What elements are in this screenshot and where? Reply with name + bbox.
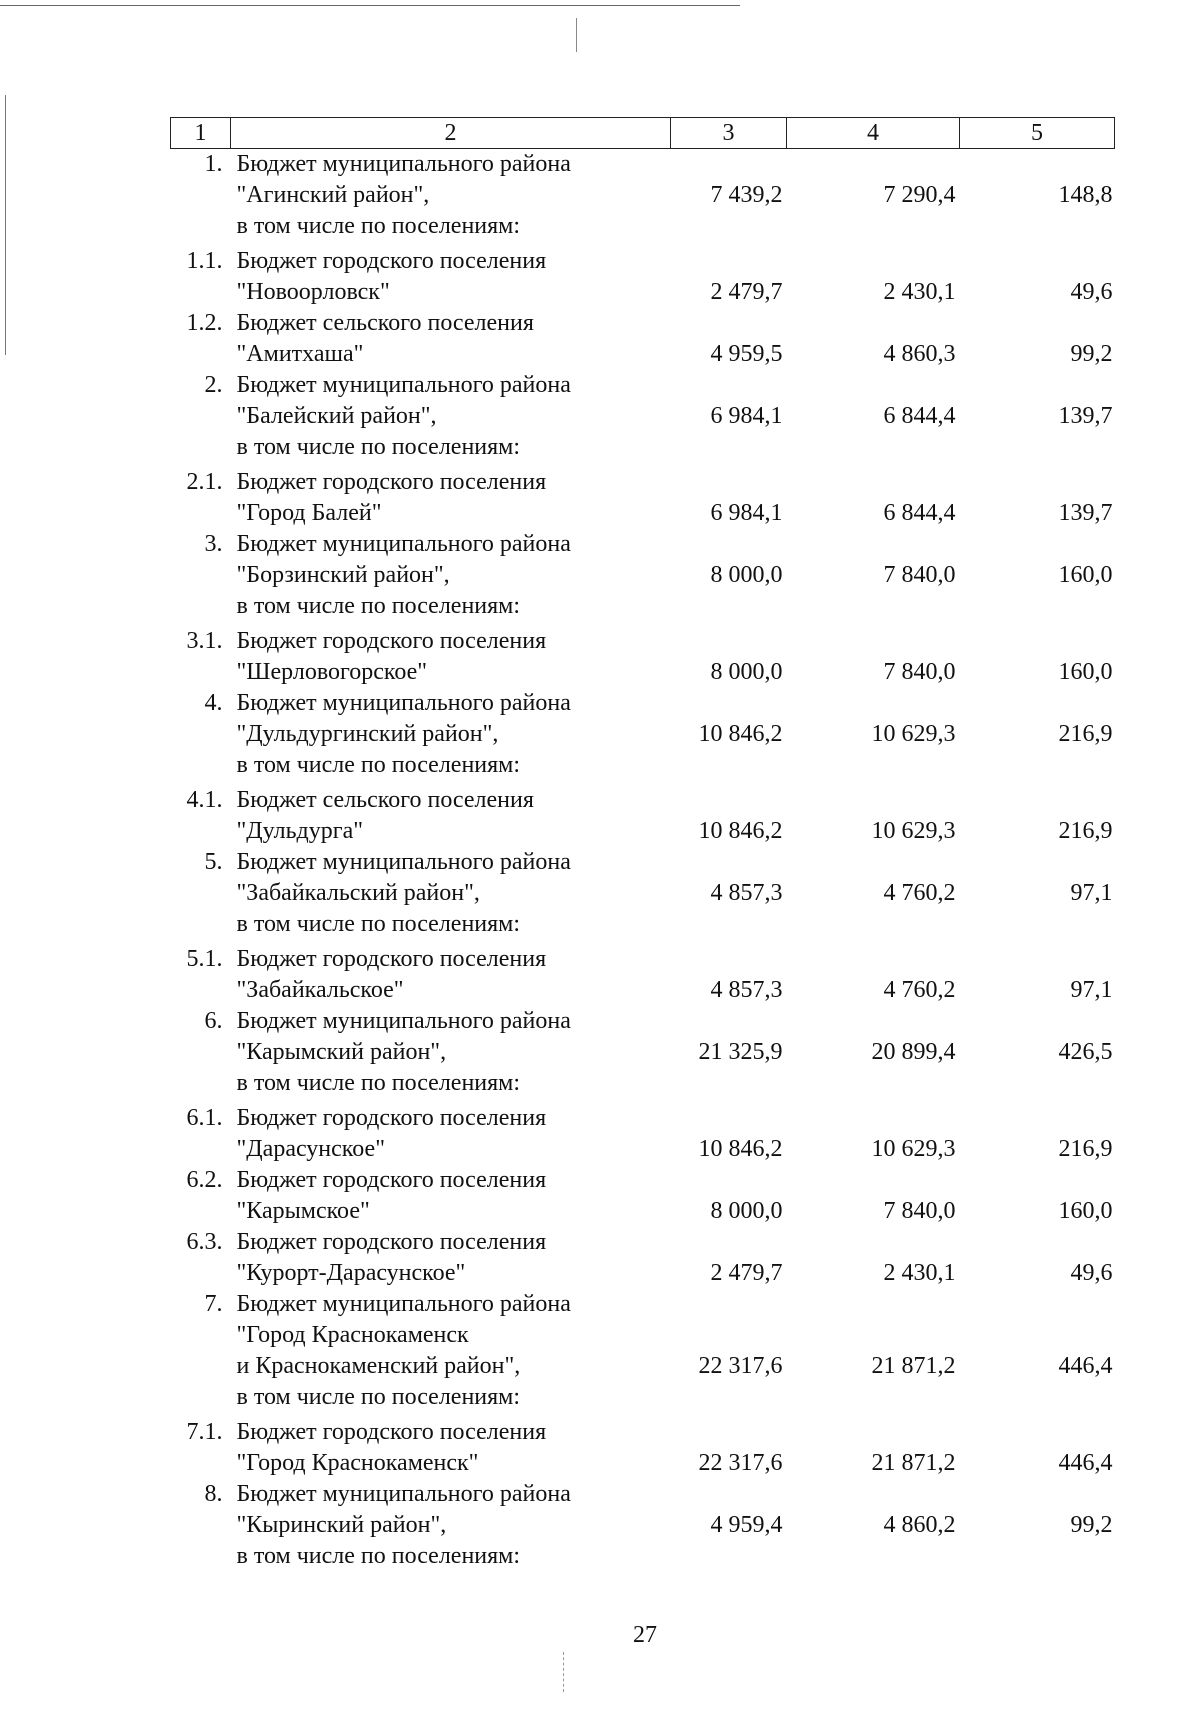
budget-name-line: "Курорт-Дарасунское" (236, 1260, 466, 1286)
value-c5: 139,7 (1058, 500, 1113, 526)
value-c5: 160,0 (1058, 659, 1113, 685)
budget-name (231, 1227, 671, 1289)
value-c3: 10 846,2 (698, 1136, 783, 1162)
budget-name-line: "Карымское" (236, 1198, 370, 1224)
table-row (171, 688, 1115, 785)
table-row (171, 1006, 1115, 1103)
budget-name-line: Бюджет муниципального района (236, 1291, 571, 1317)
budget-name-line: Бюджет сельского поселения (236, 787, 534, 813)
scan-fold-mark-top (576, 18, 577, 52)
budget-name (231, 1417, 671, 1479)
budget-name-line: "Забайкальский район", (236, 880, 480, 906)
row-number: 8. (204, 1481, 223, 1507)
scan-edge-top (0, 5, 740, 6)
value-c5: 446,4 (1058, 1353, 1113, 1379)
table-row (171, 149, 1115, 247)
table-header (171, 118, 1115, 149)
budget-name-line: "Дульдурга" (236, 818, 364, 844)
budget-name (231, 149, 671, 247)
value-c3: 10 846,2 (698, 818, 783, 844)
budget-name-line: "Дульдургинский район", (236, 721, 499, 747)
column-header-2: 2 (231, 118, 671, 149)
budget-name (231, 529, 671, 626)
budget-name-line: "Город Краснокаменск" (236, 1450, 479, 1476)
row-number: 1.1. (186, 248, 223, 274)
scan-fold-mark-bottom (563, 1652, 564, 1692)
budget-name-line: Бюджет муниципального района (236, 1481, 571, 1507)
value-c3: 8 000,0 (710, 659, 783, 685)
value-c5: 160,0 (1058, 1198, 1113, 1224)
table-row (171, 847, 1115, 944)
value-c4: 6 844,4 (883, 500, 956, 526)
table-row (171, 370, 1115, 467)
budget-name-line: в том числе по поселениям: (236, 434, 521, 460)
value-c3: 10 846,2 (698, 721, 783, 747)
value-c4: 10 629,3 (871, 1136, 956, 1162)
budget-name-line: Бюджет муниципального района (236, 151, 571, 177)
value-c3: 4 857,3 (710, 880, 783, 906)
row-number: 7. (204, 1291, 223, 1317)
value-c4: 10 629,3 (871, 721, 956, 747)
budget-name (231, 308, 671, 370)
budget-name-line: в том числе по поселениям: (236, 1070, 521, 1096)
budget-name (231, 246, 671, 308)
budget-name-line: "Балейский район", (236, 403, 437, 429)
value-c4: 4 760,2 (883, 880, 956, 906)
budget-name (231, 1289, 671, 1417)
value-c5: 446,4 (1058, 1450, 1113, 1476)
budget-name-line: Бюджет муниципального района (236, 372, 571, 398)
budget-name (231, 785, 671, 847)
budget-name-line: в том числе по поселениям: (236, 1384, 521, 1410)
budget-name-line: в том числе по поселениям: (236, 593, 521, 619)
value-c5: 97,1 (1070, 880, 1113, 906)
column-header-4: 4 (787, 118, 960, 149)
budget-name (231, 944, 671, 1006)
budget-name-line: в том числе по поселениям: (236, 911, 521, 937)
value-c4: 2 430,1 (883, 1260, 956, 1286)
budget-name-line: "Агинский район", (236, 182, 430, 208)
value-c4: 4 860,3 (883, 341, 956, 367)
budget-name-line: и Краснокаменский район", (236, 1353, 521, 1379)
budget-name-line: Бюджет городского поселения (236, 1105, 547, 1131)
value-c4: 7 290,4 (883, 182, 956, 208)
table-row (171, 467, 1115, 529)
row-number: 6.3. (186, 1229, 223, 1255)
column-header-3: 3 (671, 118, 787, 149)
value-c4: 21 871,2 (871, 1450, 956, 1476)
budget-name-line: Бюджет городского поселения (236, 1229, 547, 1255)
table-row (171, 1165, 1115, 1227)
budget-name (231, 688, 671, 785)
row-number: 4.1. (186, 787, 223, 813)
value-c3: 2 479,7 (710, 1260, 783, 1286)
column-header-1: 1 (171, 118, 231, 149)
table-row (171, 785, 1115, 847)
budget-name-line: в том числе по поселениям: (236, 213, 521, 239)
value-c5: 99,2 (1070, 1512, 1113, 1538)
budget-name (231, 1103, 671, 1165)
budget-name (231, 1479, 671, 1576)
budget-name-line: "Новоорловск" (236, 279, 390, 305)
budget-name-line: "Город Краснокаменск (236, 1322, 469, 1348)
budget-name-line: в том числе по поселениям: (236, 1543, 521, 1569)
budget-name-line: "Борзинский район", (236, 562, 450, 588)
table-row (171, 529, 1115, 626)
budget-name-line: "Амитхаша" (236, 341, 364, 367)
budget-name (231, 1165, 671, 1227)
value-c3: 8 000,0 (710, 562, 783, 588)
budget-name-line: Бюджет городского поселения (236, 1419, 547, 1445)
value-c4: 7 840,0 (883, 562, 956, 588)
value-c3: 4 959,4 (710, 1512, 783, 1538)
row-number: 2. (204, 372, 223, 398)
budget-name-line: Бюджет муниципального района (236, 849, 571, 875)
row-number: 1. (204, 151, 223, 177)
budget-name-line: Бюджет муниципального района (236, 1008, 571, 1034)
value-c5: 216,9 (1058, 1136, 1113, 1162)
budget-name-line: Бюджет сельского поселения (236, 310, 534, 336)
table-row (171, 1227, 1115, 1289)
value-c3: 7 439,2 (710, 182, 783, 208)
row-number: 3. (204, 531, 223, 557)
budget-name-line: Бюджет городского поселения (236, 946, 547, 972)
budget-table (170, 117, 1115, 1576)
value-c5: 160,0 (1058, 562, 1113, 588)
table-row (171, 308, 1115, 370)
row-number: 6.2. (186, 1167, 223, 1193)
row-number: 4. (204, 690, 223, 716)
budget-name-line: Бюджет городского поселения (236, 628, 547, 654)
table-body (171, 149, 1115, 1577)
budget-name (231, 1006, 671, 1103)
budget-name-line: "Город Балей" (236, 500, 382, 526)
budget-name-line: Бюджет городского поселения (236, 469, 547, 495)
value-c5: 216,9 (1058, 721, 1113, 747)
value-c3: 2 479,7 (710, 279, 783, 305)
value-c3: 6 984,1 (710, 403, 783, 429)
row-number: 7.1. (186, 1419, 223, 1445)
value-c3: 8 000,0 (710, 1198, 783, 1224)
table-row (171, 626, 1115, 688)
value-c3: 4 857,3 (710, 977, 783, 1003)
value-c4: 10 629,3 (871, 818, 956, 844)
value-c5: 139,7 (1058, 403, 1113, 429)
budget-name-line: в том числе по поселениям: (236, 752, 521, 778)
row-number: 5.1. (186, 946, 223, 972)
budget-name-line: "Кыринский район", (236, 1512, 447, 1538)
value-c3: 22 317,6 (698, 1353, 783, 1379)
budget-name (231, 626, 671, 688)
table-row (171, 1289, 1115, 1417)
table-row (171, 944, 1115, 1006)
row-number: 6. (204, 1008, 223, 1034)
budget-name (231, 467, 671, 529)
value-c4: 21 871,2 (871, 1353, 956, 1379)
budget-name (231, 370, 671, 467)
budget-name-line: "Забайкальское" (236, 977, 404, 1003)
value-c4: 7 840,0 (883, 1198, 956, 1224)
budget-name-line: "Карымский район", (236, 1039, 447, 1065)
row-number: 5. (204, 849, 223, 875)
value-c5: 148,8 (1058, 182, 1113, 208)
budget-name-line: "Дарасунское" (236, 1136, 385, 1162)
row-number: 2.1. (186, 469, 223, 495)
value-c4: 7 840,0 (883, 659, 956, 685)
table-row (171, 1417, 1115, 1479)
value-c5: 49,6 (1070, 279, 1113, 305)
value-c3: 21 325,9 (698, 1039, 783, 1065)
row-number: 3.1. (186, 628, 223, 654)
value-c4: 4 760,2 (883, 977, 956, 1003)
budget-name (231, 847, 671, 944)
column-header-5: 5 (960, 118, 1115, 149)
table-row (171, 246, 1115, 308)
table-row (171, 1103, 1115, 1165)
scan-edge-left (5, 95, 6, 355)
value-c3: 22 317,6 (698, 1450, 783, 1476)
budget-name-line: Бюджет городского поселения (236, 1167, 547, 1193)
value-c4: 6 844,4 (883, 403, 956, 429)
value-c4: 4 860,2 (883, 1512, 956, 1538)
budget-name-line: "Шерловогорское" (236, 659, 428, 685)
table-row (171, 1479, 1115, 1576)
value-c3: 4 959,5 (710, 341, 783, 367)
page-number: 27 (633, 1622, 657, 1648)
budget-name-line: Бюджет муниципального района (236, 690, 571, 716)
budget-name-line: Бюджет муниципального района (236, 531, 571, 557)
value-c4: 2 430,1 (883, 279, 956, 305)
value-c3: 6 984,1 (710, 500, 783, 526)
value-c5: 426,5 (1058, 1039, 1113, 1065)
value-c4: 20 899,4 (871, 1039, 956, 1065)
value-c5: 99,2 (1070, 341, 1113, 367)
value-c5: 49,6 (1070, 1260, 1113, 1286)
budget-name-line: Бюджет городского поселения (236, 248, 547, 274)
value-c5: 216,9 (1058, 818, 1113, 844)
value-c5: 97,1 (1070, 977, 1113, 1003)
row-number: 6.1. (186, 1105, 223, 1131)
row-number: 1.2. (186, 310, 223, 336)
